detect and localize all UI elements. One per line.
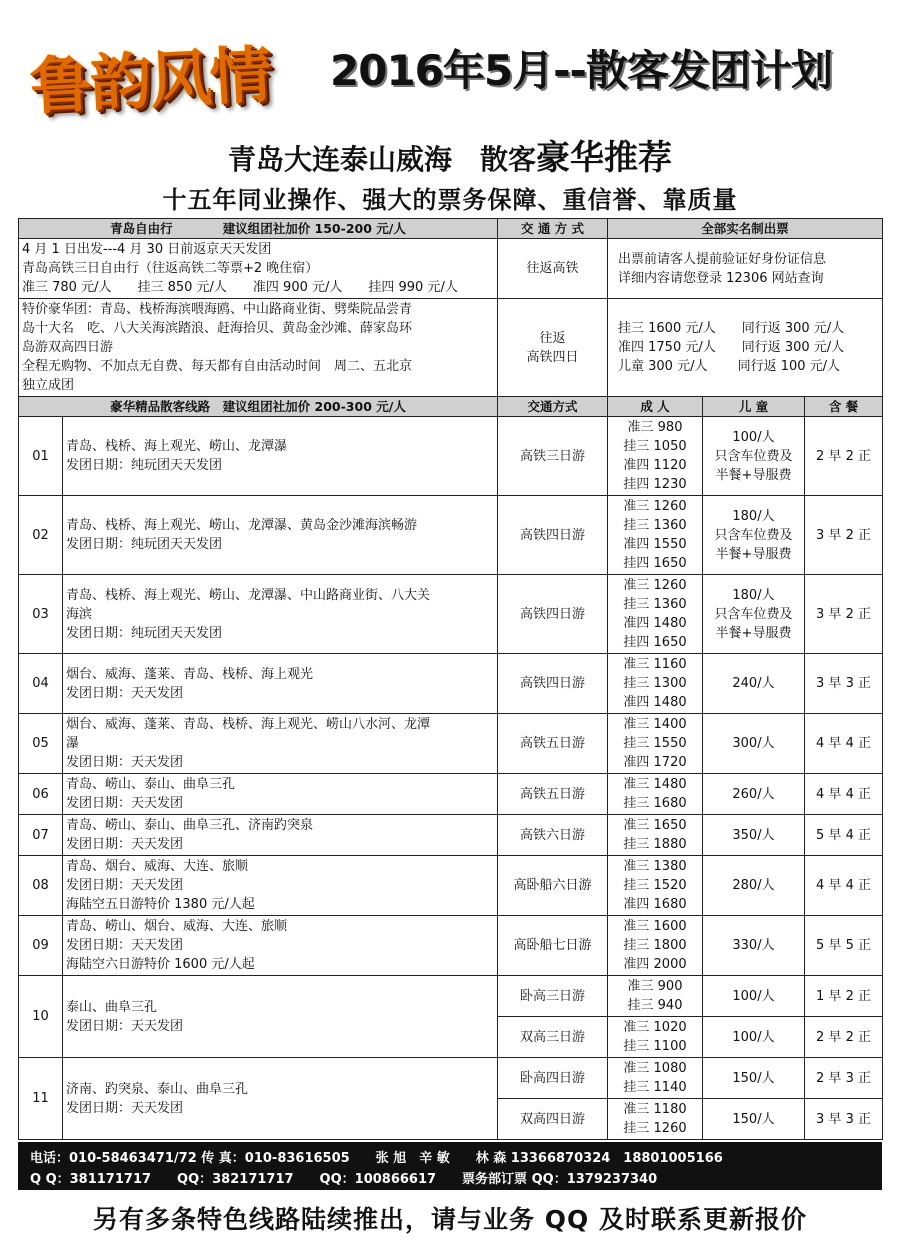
- child-price: 150/人: [703, 1099, 805, 1140]
- free-travel-desc-1: 4 月 1 日出发---4 月 30 日前返京天天发团 青岛高铁三日自由行（往返高铁二等票+2 晚住宿） 准三 780 元/人 挂三 850 元/人 准四 900 元/人 挂四 990 元/人: [19, 239, 498, 299]
- ticket-notice: 出票前请客人提前验证好身份证信息 详细内容请您登录 12306 网站查询: [608, 239, 883, 299]
- adult-prices: 准三 1480 挂三 1680: [608, 774, 703, 815]
- free-travel-title: 青岛自由行: [110, 221, 173, 236]
- free-travel-row-2: [19, 299, 883, 397]
- route-row: [19, 916, 883, 976]
- free-travel-desc-2: 特价豪华团：青岛、栈桥海滨喂海鸥、中山路商业街、劈柴院品尝青 岛十大名 吃、八大关海滨踏浪、赶海拾贝、黄岛金沙滩、薛家岛环 岛游双高四日游 全程无购物、不加点无自费、每天都有自由活动时间 周二、五北京 独立成团: [19, 299, 498, 397]
- tour-plan-table: [18, 218, 883, 1140]
- meal-info: 2 早 3 正: [805, 1058, 883, 1099]
- lux-header: [19, 397, 883, 417]
- free-travel-transport-2: 往返 高铁四日: [498, 299, 608, 397]
- route-number: 06: [19, 774, 63, 815]
- meal-header: 含 餐: [805, 397, 883, 417]
- child-price: 100/人 只含车位费及 半餐+导服费: [703, 417, 805, 496]
- child-price: 350/人: [703, 815, 805, 856]
- meal-info: 5 早 4 正: [805, 815, 883, 856]
- adult-prices: 准三 1260 挂三 1360 准四 1550 挂四 1650: [608, 496, 703, 575]
- route-transport: 高卧船七日游: [498, 916, 608, 976]
- route-row: [19, 1058, 883, 1099]
- route-transport: 双高三日游: [498, 1017, 608, 1058]
- free-travel-markup: 建议组团社加价 150-200 元/人: [222, 221, 406, 236]
- meal-info: 3 早 2 正: [805, 496, 883, 575]
- child-price: 100/人: [703, 1017, 805, 1058]
- child-price: 300/人: [703, 714, 805, 774]
- child-price: 150/人: [703, 1058, 805, 1099]
- adult-prices: 准三 1650 挂三 1880: [608, 815, 703, 856]
- child-header: 儿 童: [703, 397, 805, 417]
- route-transport: 高铁四日游: [498, 654, 608, 714]
- lux-transport-header: 交通方式: [498, 397, 608, 417]
- route-description: 青岛、烟台、威海、大连、旅顺 发团日期：天天发团 海陆空五日游特价 1380 元/人起: [63, 856, 498, 916]
- adult-prices: 准三 1180 挂三 1260: [608, 1099, 703, 1140]
- contact-bar: [18, 1142, 882, 1190]
- meal-info: 2 早 2 正: [805, 1017, 883, 1058]
- route-number: 07: [19, 815, 63, 856]
- adult-prices: 准三 1260 挂三 1360 准四 1480 挂四 1650: [608, 575, 703, 654]
- meal-info: 3 早 3 正: [805, 654, 883, 714]
- route-row: [19, 654, 883, 714]
- adult-prices: 准三 1160 挂三 1300 准四 1480: [608, 654, 703, 714]
- route-transport: 双高四日游: [498, 1099, 608, 1140]
- route-description: 青岛、崂山、烟台、威海、大连、旅顺 发团日期：天天发团 海陆空六日游特价 1600 元/人起: [63, 916, 498, 976]
- child-price: 240/人: [703, 654, 805, 714]
- free-transport-header: 交 通 方 式: [498, 219, 608, 239]
- free-travel-row-1: [19, 239, 883, 299]
- route-row: [19, 714, 883, 774]
- route-description: 青岛、栈桥、海上观光、崂山、龙潭瀑、黄岛金沙滩海滨畅游 发团日期：纯玩团天天发团: [63, 496, 498, 575]
- adult-prices: 准三 1080 挂三 1140: [608, 1058, 703, 1099]
- free-travel-header: [19, 219, 883, 239]
- meal-info: 1 早 2 正: [805, 976, 883, 1017]
- contact-qq-line: Q Q：381171717 QQ：382171717 QQ：100866617 票务部订票 QQ：1379237340: [30, 1172, 658, 1187]
- route-row: [19, 417, 883, 496]
- adult-header: 成 人: [608, 397, 703, 417]
- ticket-header: 全部实名制出票: [608, 219, 883, 239]
- subtitle-text: 青岛大连泰山威海 散客: [227, 143, 536, 176]
- subtitle: [0, 130, 900, 179]
- subtitle-highlight: 豪华推荐: [536, 138, 672, 178]
- route-transport: 高铁四日游: [498, 496, 608, 575]
- lux-route-header: 豪华精品散客线路 建议组团社加价 200-300 元/人: [19, 397, 498, 417]
- route-description: 烟台、威海、蓬莱、青岛、栈桥、海上观光 发团日期：天天发团: [63, 654, 498, 714]
- child-price: 260/人: [703, 774, 805, 815]
- child-price: 280/人: [703, 856, 805, 916]
- adult-prices: 准三 1380 挂三 1520 准四 1680: [608, 856, 703, 916]
- route-description: 青岛、崂山、泰山、曲阜三孔 发团日期：天天发团: [63, 774, 498, 815]
- route-description: 青岛、栈桥、海上观光、崂山、龙潭瀑 发团日期：纯玩团天天发团: [63, 417, 498, 496]
- route-row: [19, 496, 883, 575]
- adult-prices: 准三 1600 挂三 1800 准四 2000: [608, 916, 703, 976]
- route-transport: 卧高三日游: [498, 976, 608, 1017]
- adult-prices: 准三 980 挂三 1050 准四 1120 挂四 1230: [608, 417, 703, 496]
- route-description: 烟台、威海、蓬莱、青岛、栈桥、海上观光、崂山八水河、龙潭 瀑 发团日期：天天发团: [63, 714, 498, 774]
- route-transport: 卧高四日游: [498, 1058, 608, 1099]
- meal-info: 4 早 4 正: [805, 714, 883, 774]
- page-title: 2016年5月--散客发团计划: [330, 46, 832, 95]
- child-price: 330/人: [703, 916, 805, 976]
- adult-prices: 准三 1400 挂三 1550 准四 1720: [608, 714, 703, 774]
- route-row: [19, 774, 883, 815]
- special-price-list: 挂三 1600 元/人 同行返 300 元/人 准四 1750 元/人 同行返 300 元/人 儿童 300 元/人 同行返 100 元/人: [608, 299, 883, 397]
- route-description: 青岛、栈桥、海上观光、崂山、龙潭瀑、中山路商业街、八大关 海滨 发团日期：纯玩团天天发团: [63, 575, 498, 654]
- child-price: 100/人: [703, 976, 805, 1017]
- route-number: 05: [19, 714, 63, 774]
- route-transport: 高铁五日游: [498, 774, 608, 815]
- route-row: [19, 856, 883, 916]
- bottom-note: 另有多条特色线路陆续推出，请与业务 QQ 及时联系更新报价: [93, 1205, 807, 1234]
- adult-prices: 准三 1020 挂三 1100: [608, 1017, 703, 1058]
- route-description: 泰山、曲阜三孔 发团日期：天天发团: [63, 976, 498, 1058]
- route-number: 09: [19, 916, 63, 976]
- child-price: 180/人 只含车位费及 半餐+导服费: [703, 496, 805, 575]
- meal-info: 3 早 3 正: [805, 1099, 883, 1140]
- meal-info: 2 早 2 正: [805, 417, 883, 496]
- route-number: 08: [19, 856, 63, 916]
- route-row: [19, 575, 883, 654]
- adult-prices: 准三 900 挂三 940: [608, 976, 703, 1017]
- route-transport: 高铁四日游: [498, 575, 608, 654]
- route-description: 济南、趵突泉、泰山、曲阜三孔 发团日期：天天发团: [63, 1058, 498, 1140]
- meal-info: 4 早 4 正: [805, 774, 883, 815]
- free-travel-transport-1: 往返高铁: [498, 239, 608, 299]
- route-number: 02: [19, 496, 63, 575]
- contact-phone-line: 电话：010-58463471/72 传 真：010-83616505 张 旭 辛 敏 林 森 13366870324 18801005166: [30, 1151, 723, 1166]
- child-price: 180/人 只含车位费及 半餐+导服费: [703, 575, 805, 654]
- route-description: 青岛、崂山、泰山、曲阜三孔、济南趵突泉 发团日期：天天发团: [63, 815, 498, 856]
- route-row: [19, 815, 883, 856]
- route-number: 03: [19, 575, 63, 654]
- route-transport: 高卧船六日游: [498, 856, 608, 916]
- route-number: 01: [19, 417, 63, 496]
- meal-info: 5 早 5 正: [805, 916, 883, 976]
- route-number: 10: [19, 976, 63, 1058]
- route-number: 11: [19, 1058, 63, 1140]
- slogan: 十五年同业操作、强大的票务保障、重信誉、靠质量: [162, 186, 738, 214]
- meal-info: 3 早 2 正: [805, 575, 883, 654]
- meal-info: 4 早 4 正: [805, 856, 883, 916]
- route-transport: 高铁六日游: [498, 815, 608, 856]
- brand-logo: 鲁韵风情: [28, 38, 272, 124]
- route-transport: 高铁三日游: [498, 417, 608, 496]
- route-row: [19, 976, 883, 1017]
- route-transport: 高铁五日游: [498, 714, 608, 774]
- route-number: 04: [19, 654, 63, 714]
